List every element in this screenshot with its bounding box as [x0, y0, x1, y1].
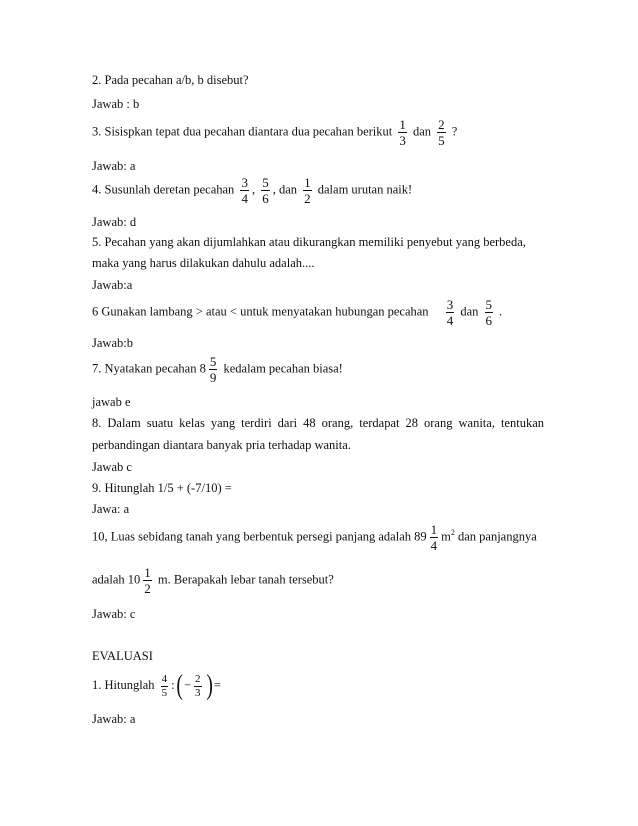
q3-fraction-1	[398, 118, 407, 147]
q4-fraction-3	[303, 176, 312, 205]
q4-f1-den: 4	[241, 191, 248, 206]
q3-line	[92, 118, 457, 147]
q6-f1-num: 3	[446, 297, 454, 312]
q10-line2	[92, 566, 334, 595]
q10-line2-start: adalah 10	[92, 572, 141, 587]
left-paren-glyph: (	[176, 670, 183, 701]
evaluasi-f2-num: 2	[195, 672, 201, 685]
q4-f3-den: 2	[304, 191, 311, 206]
q6-fraction-2	[485, 298, 494, 327]
q4-line	[92, 176, 412, 205]
q3-end: ?	[451, 124, 458, 139]
q10-f2-num: 1	[144, 565, 151, 580]
q10-end: dan panjangnya	[457, 529, 537, 544]
q5-line2: maka yang harus dilakukan dahulu adalah....	[92, 256, 315, 270]
q2-text: 2. Pada pecahan a/b, b disebut?	[92, 73, 249, 87]
q7-end: kedalam pecahan biasa!	[223, 361, 343, 376]
q6-end: .	[499, 304, 503, 319]
evaluasi-q1-text: 1. Hitunglah	[92, 677, 155, 692]
q10-f1-den: 4	[430, 538, 438, 553]
evaluasi-fraction-2	[194, 674, 202, 699]
q10-line2-end: m. Berapakah lebar tanah tersebut?	[157, 572, 334, 587]
evaluasi-answer: Jawab: a	[92, 712, 136, 726]
q4-f2-num: 5	[262, 175, 269, 190]
q10-fraction-1	[430, 523, 439, 552]
q3-f2-den: 5	[438, 133, 445, 148]
evaluasi-neg: −	[183, 677, 191, 692]
q4-f2-den: 6	[262, 191, 269, 206]
q5-line1: 5. Pecahan yang akan dijumlahkan atau dikurangkan memiliki penyebut yang berbeda,	[92, 235, 526, 249]
q4-f3-num: 1	[304, 175, 311, 190]
q7-text: 7. Nyatakan pecahan 8	[92, 361, 206, 376]
q10-line1	[92, 523, 537, 552]
q4-text: 4. Susunlah deretan pecahan	[92, 182, 235, 197]
q4-fraction-1	[240, 176, 249, 205]
q9-answer: Jawa: a	[92, 502, 130, 516]
q6-answer: Jawab:b	[92, 336, 133, 350]
q6-fraction-1	[446, 298, 455, 327]
q4-end: dalam urutan naik!	[317, 182, 413, 197]
evaluasi-heading: EVALUASI	[92, 649, 153, 663]
q3-f1-den: 3	[399, 133, 406, 148]
q7-f-num: 5	[209, 354, 217, 369]
q10-unit-sup: 2	[450, 528, 455, 538]
evaluasi-end: =	[213, 677, 221, 692]
q4-sep1: ,	[251, 182, 256, 197]
evaluasi-f1-den: 5	[161, 686, 168, 699]
evaluasi-fraction-1	[161, 674, 169, 699]
q4-answer: Jawab: d	[92, 215, 137, 229]
q7-answer: jawab e	[92, 395, 131, 409]
q10-f1-num: 1	[430, 522, 438, 537]
right-paren-glyph: )	[205, 670, 213, 701]
q2-answer: Jawab : b	[92, 97, 140, 111]
evaluasi-q1-line	[92, 672, 221, 700]
q4-f1-num: 3	[241, 175, 248, 190]
q3-answer: Jawab: a	[92, 159, 136, 173]
evaluasi-f2-den: 3	[195, 686, 201, 699]
q6-f2-den: 6	[485, 313, 492, 328]
q10-unit: m	[441, 529, 451, 544]
q6-mid: dan	[460, 304, 479, 319]
q6-text: 6 Gunakan lambang > atau < untuk menyatakan hubungan pecahan	[92, 304, 429, 319]
q6-f1-den: 4	[446, 313, 454, 328]
q10-f2-den: 2	[144, 581, 151, 596]
q3-f1-num: 1	[399, 117, 406, 132]
q10-answer: Jawab: c	[92, 607, 136, 621]
q3-f2-num: 2	[438, 117, 445, 132]
q7-line	[92, 355, 343, 384]
q8-answer: Jawab c	[92, 460, 132, 474]
q8-line1: 8. Dalam suatu kelas yang terdiri dari 48 orang, terdapat 28 orang wanita, tentukan	[92, 416, 544, 430]
q3-mid: dan	[412, 124, 432, 139]
q8-line2: perbandingan diantara banyak pria terhadap wanita.	[92, 438, 351, 452]
evaluasi-f1-num: 4	[161, 672, 168, 685]
q7-fraction	[209, 355, 218, 384]
q7-f-den: 9	[209, 370, 217, 385]
q3-text: 3. Sisispkan tepat dua pecahan diantara dua pecahan berikut	[92, 124, 393, 139]
evaluasi-op: :	[171, 677, 175, 692]
q3-fraction-2	[437, 118, 446, 147]
q6-f2-num: 5	[485, 297, 492, 312]
q4-fraction-2	[261, 176, 270, 205]
q10-fraction-2	[143, 566, 152, 595]
q9-text: 9. Hitunglah 1/5 + (-7/10) =	[92, 481, 232, 495]
q5-answer: Jawab:a	[92, 278, 133, 292]
q6-line	[92, 298, 502, 327]
q4-sep2: , dan	[272, 182, 297, 197]
q10-text: 10, Luas sebidang tanah yang berbentuk persegi panjang adalah 89	[92, 529, 427, 544]
